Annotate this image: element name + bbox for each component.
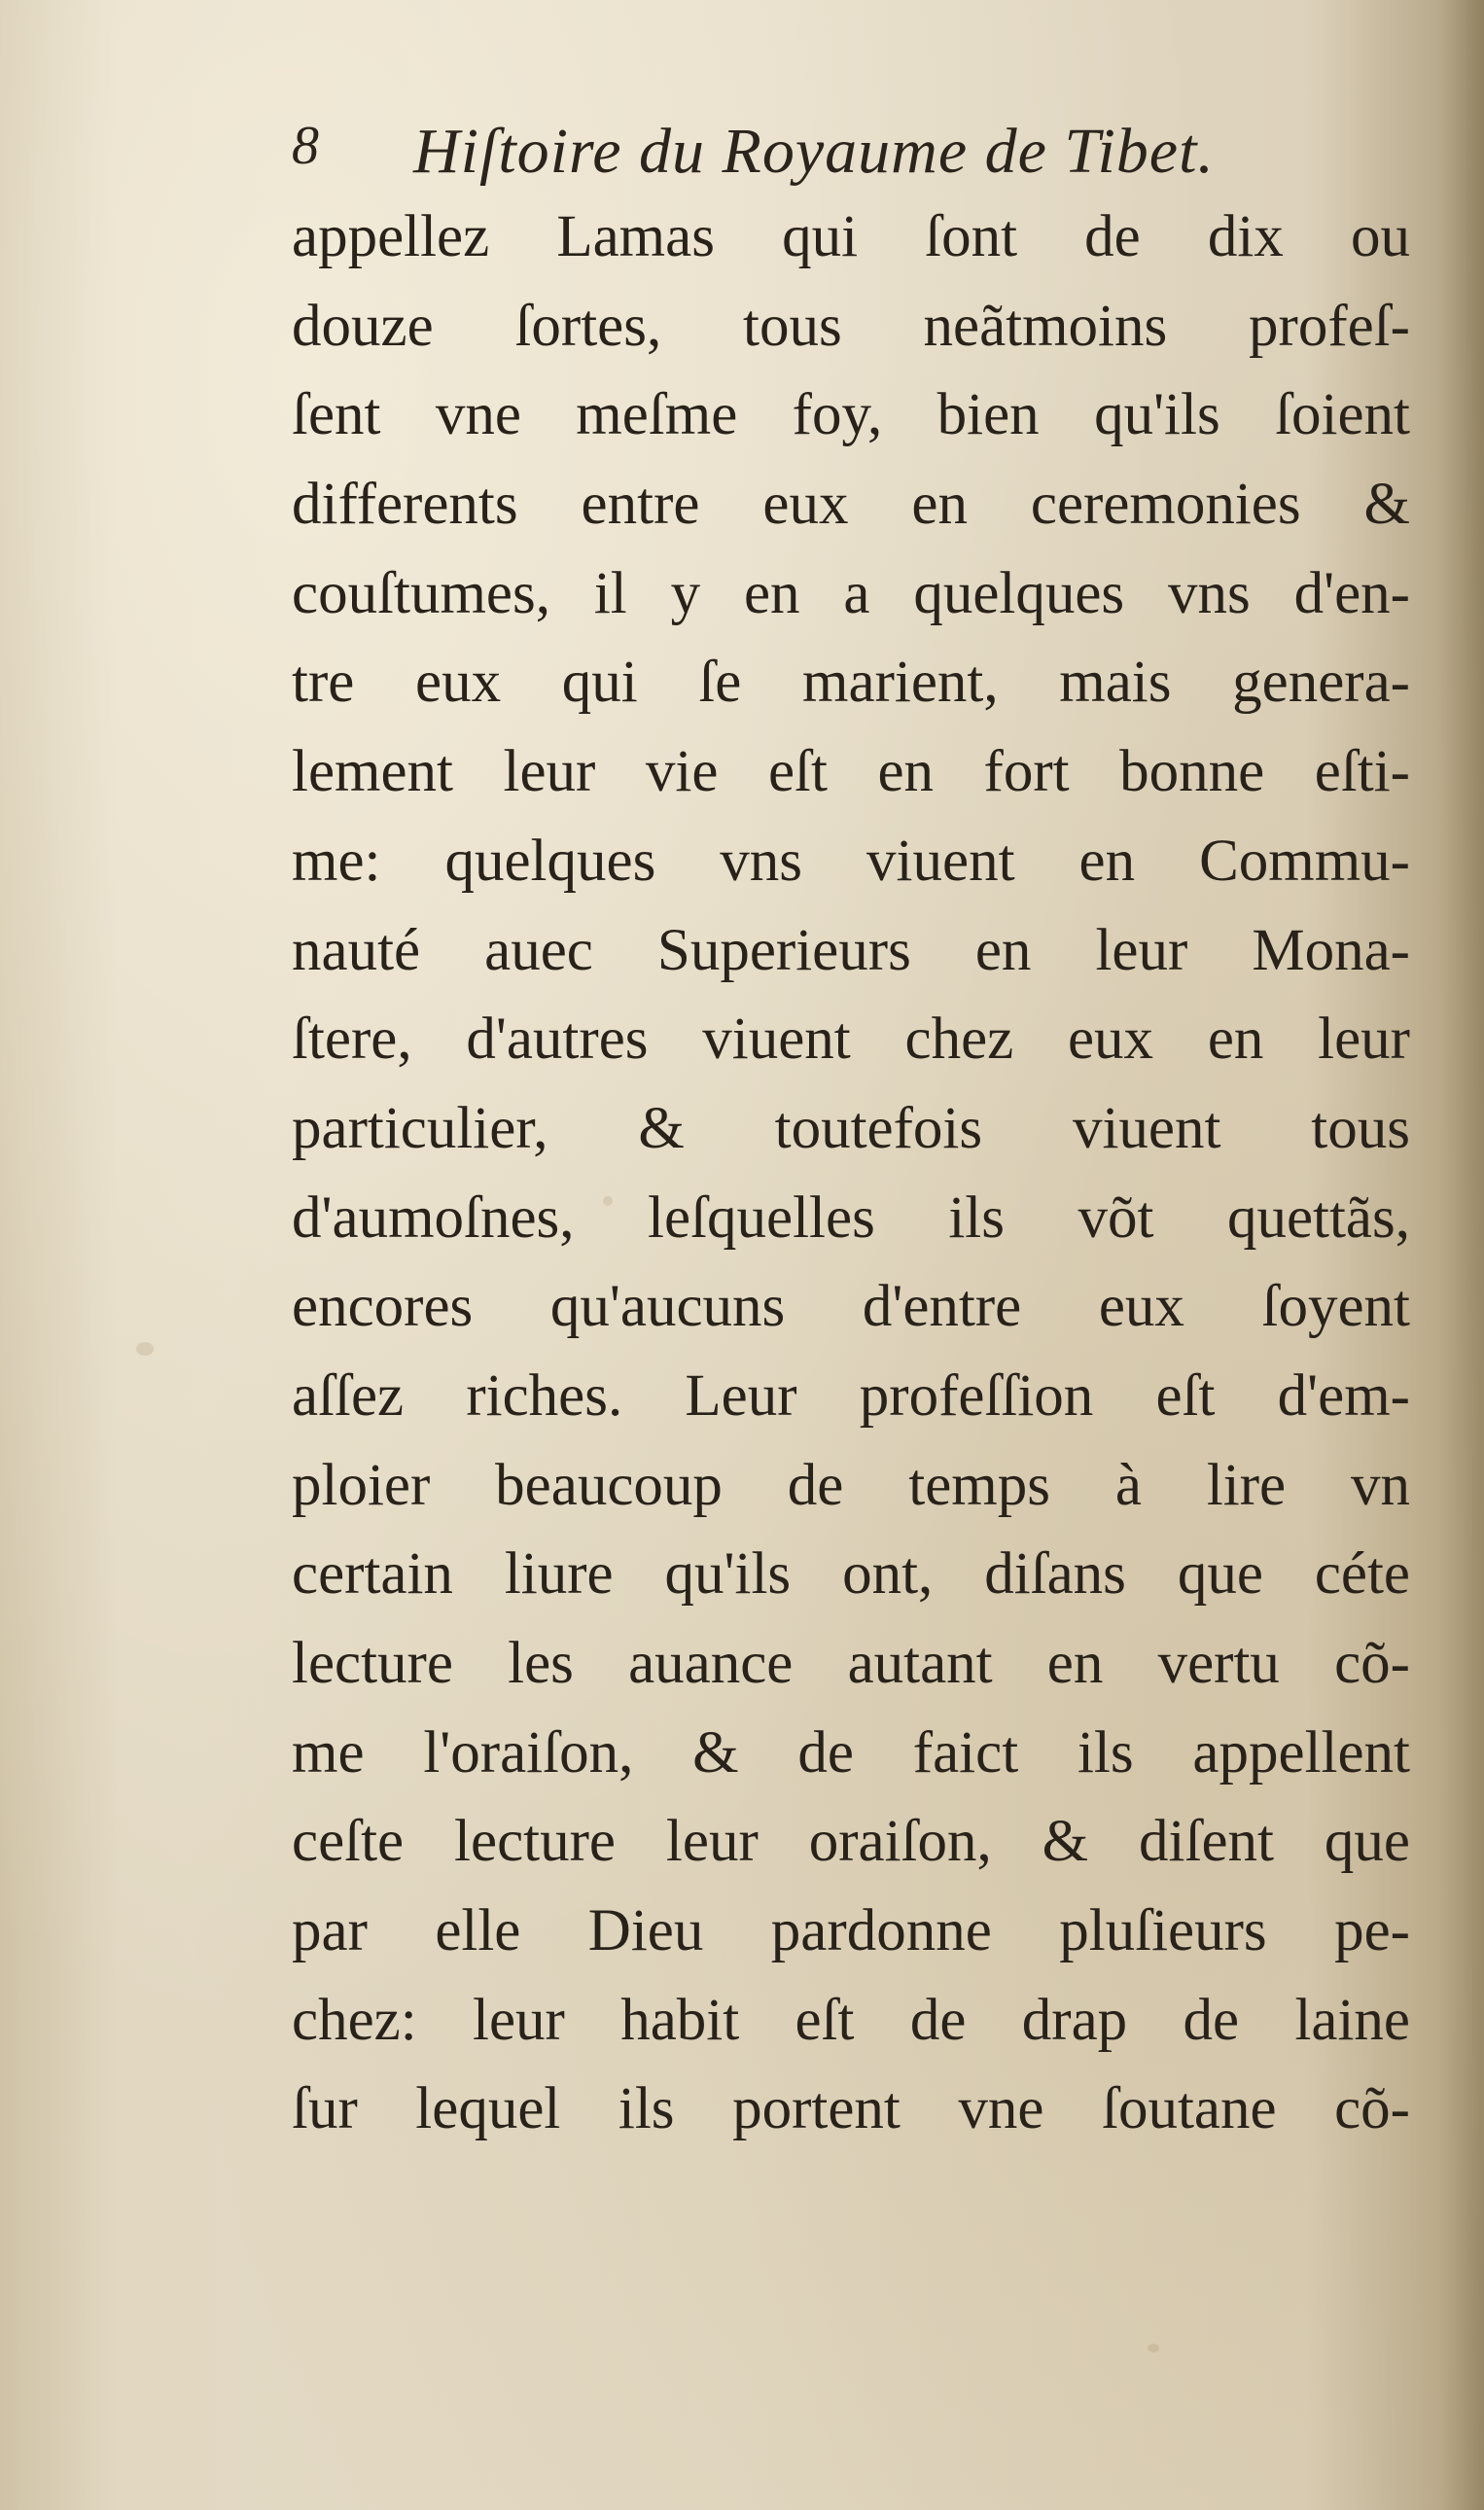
text-line: ceſte lecture leur oraiſon, & diſent que [292, 1809, 1410, 1875]
page-header [292, 115, 1410, 202]
text-line: couſtumes, il y en a quelques vns d'en- [292, 560, 1410, 626]
text-line: tre eux qui ſe marient, mais genera- [292, 650, 1410, 716]
text-line: differents entre eux en ceremonies & [292, 472, 1410, 538]
text-line: me: quelques vns viuent en Commu- [292, 828, 1410, 894]
page-number: 8 [292, 116, 319, 176]
text-line: me l'oraiſon, & de faict ils appellent [292, 1719, 1410, 1785]
running-title: Hiſtoire du Royaume de Tibet. [413, 116, 1215, 187]
text-line: encores qu'aucuns d'entre eux ſoyent [292, 1274, 1410, 1340]
text-line: ſtere, d'autres viuent chez eux en leur [292, 1007, 1410, 1073]
text-line: ſent vne meſme foy, bien qu'ils ſoient [292, 382, 1410, 448]
text-line: nauté auec Superieurs en leur Mona- [292, 917, 1410, 983]
text-line: ſur lequel ils portent vne ſoutane cõ- [292, 2076, 1410, 2142]
paper-stain [1148, 2344, 1159, 2352]
text-line: lement leur vie eſt en fort bonne eſti- [292, 739, 1410, 805]
text-line: chez: leur habit eſt de drap de laine [292, 1987, 1410, 2053]
body-text [292, 193, 1410, 2154]
text-line: d'aumoſnes, leſquelles ils võt quettãs, [292, 1184, 1410, 1251]
text-line: par elle Dieu pardonne pluſieurs pe- [292, 1898, 1410, 1964]
text-line: appellez Lamas qui ſont de dix ou [292, 204, 1410, 269]
text-line: lecture les auance autant en vertu cõ- [292, 1631, 1410, 1696]
text-line: douze ſortes, tous neãtmoins profeſ- [292, 293, 1410, 359]
text-line: particulier, & toutefois viuent tous [292, 1095, 1410, 1161]
paper-stain [136, 1342, 154, 1356]
text-line: aſſez riches. Leur profeſſion eſt d'em- [292, 1362, 1410, 1429]
text-line: ploier beaucoup de temps à lire vn [292, 1452, 1410, 1518]
text-line: certain liure qu'ils ont, diſans que céte [292, 1541, 1410, 1608]
